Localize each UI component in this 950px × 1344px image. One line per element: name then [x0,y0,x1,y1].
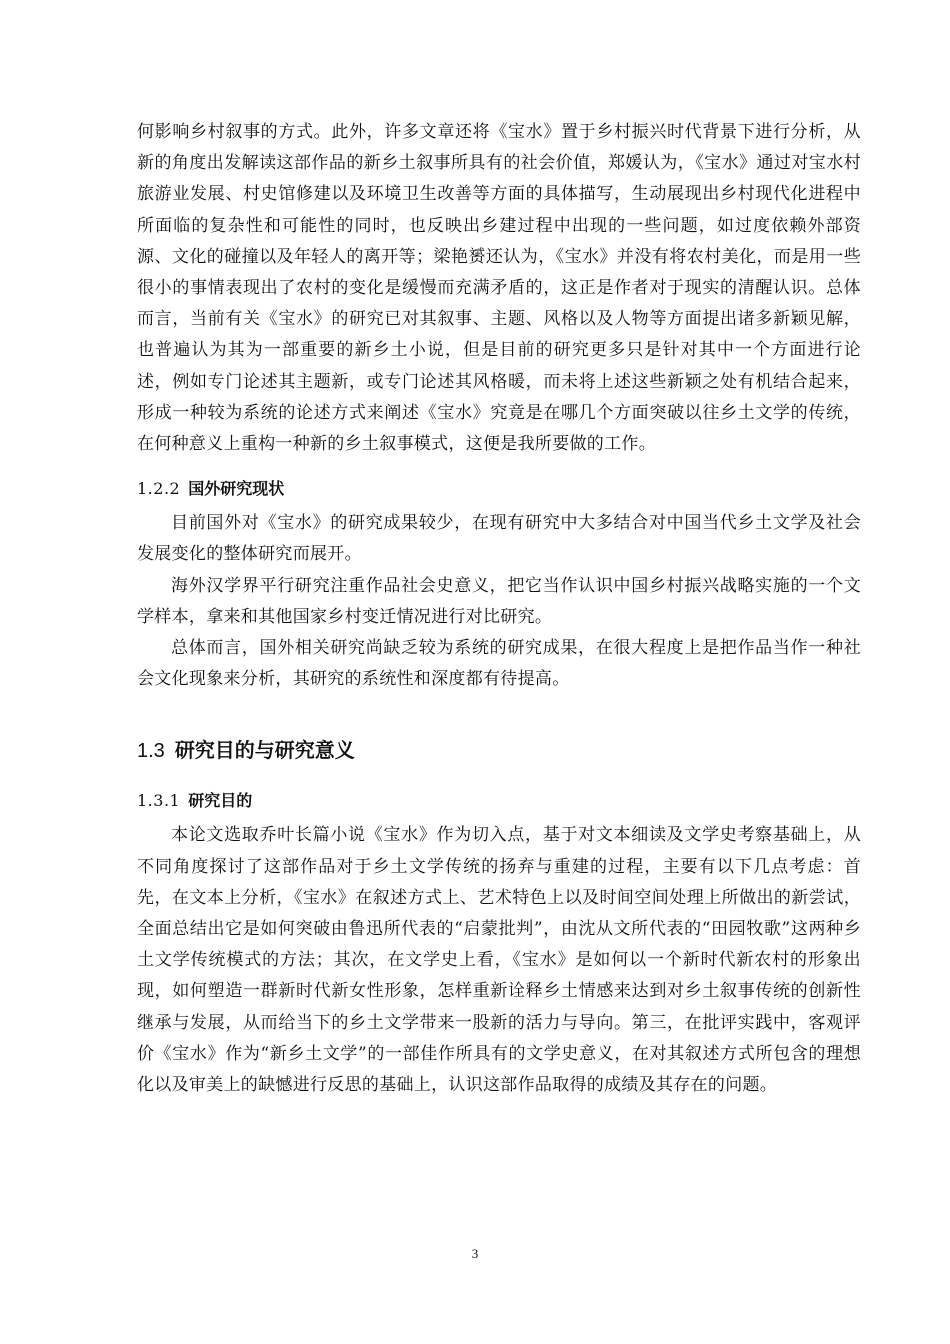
heading-1-3-1 [137,786,861,816]
heading-title: 国外研究现状 [188,479,285,499]
page-body [137,117,861,1101]
heading-number: 1.2.2 [137,479,181,499]
heading-title: 研究目的与研究意义 [174,738,355,763]
heading-number: 1.3.1 [137,791,181,811]
heading-1-3 [137,735,861,766]
page-number: 3 [471,1246,479,1261]
spacer [137,460,861,474]
paragraph-research-purpose: 本论文选取乔叶长篇小说《宝水》作为切入点，基于对文本细读及文学史考察基础上，从不同角度探讨了这部作品对于乡土文学传统的扬弃与重建的过程，主要有以下几点考虑：首先，在文本上分析，《宝水》在叙述方式上、艺术特色上以及时间空间处理上所做出的新尝试，全面总结出它是如何突破由鲁迅所代表的“启蒙批判”，由沈从文所代表的“田园牧歌”这两种乡土文学传统模式的方法；其次，在文学史上看，《宝水》是如何以一个新时代新农村的形象出现，如何塑造一群新时代新女性形象，怎样重新诠释乡土情感来达到对乡土叙事传统的创新性继承与发展，从而给当下的乡土文学带来一股新的活力与导向。第三，在批评实践中，客观评价《宝水》作为“新乡土文学”的一部佳作所具有的文学史意义，在对其叙述方式所包含的理想化以及审美上的缺憾进行反思的基础上，认识这部作品取得的成绩及其存在的问题。 [137,825,861,1096]
heading-1-2-2 [137,474,861,504]
paragraph-foreign-research-2: 海外汉学界平行研究注重作品社会史意义，把它当作认识中国乡村振兴战略实施的一个文学样本，拿来和其他国家乡村变迁情况进行对比研究。 [137,575,861,627]
heading-number: 1.3 [137,740,165,763]
heading-title: 研究目的 [188,791,253,811]
paragraph-foreign-research-3: 总体而言，国外相关研究尚缺乏较为系统的研究成果，在很大程度上是把作品当作一种社会文化现象来分析，其研究的系统性和深度都有待提高。 [137,638,861,690]
paragraph-literature-review-continuation: 何影响乡村叙事的方式。此外，许多文章还将《宝水》置于乡村振兴时代背景下进行分析，从新的角度出发解读这部作品的新乡土叙事所具有的社会价值，郑媛认为，《宝水》通过对宝水村旅游业发展、村史馆修建以及环境卫生改善等方面的具体描写，生动展现出乡村现代化进程中所面临的复杂性和可能性的同时，也反映出乡建过程中出现的一些问题，如过度依赖外部资源、文化的碰撞以及年轻人的离开等；梁艳赟还认为，《宝水》并没有将农村美化，而是用一些很小的事情表现出了农村的变化是缓慢而充满矛盾的，这正是作者对于现实的清醒认识。总体而言，当前有关《宝水》的研究已对其叙事、主题、风格以及人物等方面提出诸多新颖见解，也普遍认为其为一部重要的新乡土小说，但是目前的研究更多只是针对其中一个方面进行论述，例如专门论述其主题新，或专门论述其风格暖，而未将上述这些新颖之处有机结合起来，形成一种较为系统的论述方式来阐述《宝水》究竟是在哪几个方面突破以往乡土文学的传统，在何种意义上重构一种新的乡土叙事模式，这便是我所要做的工作。 [137,122,861,455]
paragraph-foreign-research-1: 目前国外对《宝水》的研究成果较少，在现有研究中大多结合对中国当代乡土文学及社会发展变化的整体研究而展开。 [137,513,861,565]
spacer [137,766,861,786]
spacer [137,695,861,735]
